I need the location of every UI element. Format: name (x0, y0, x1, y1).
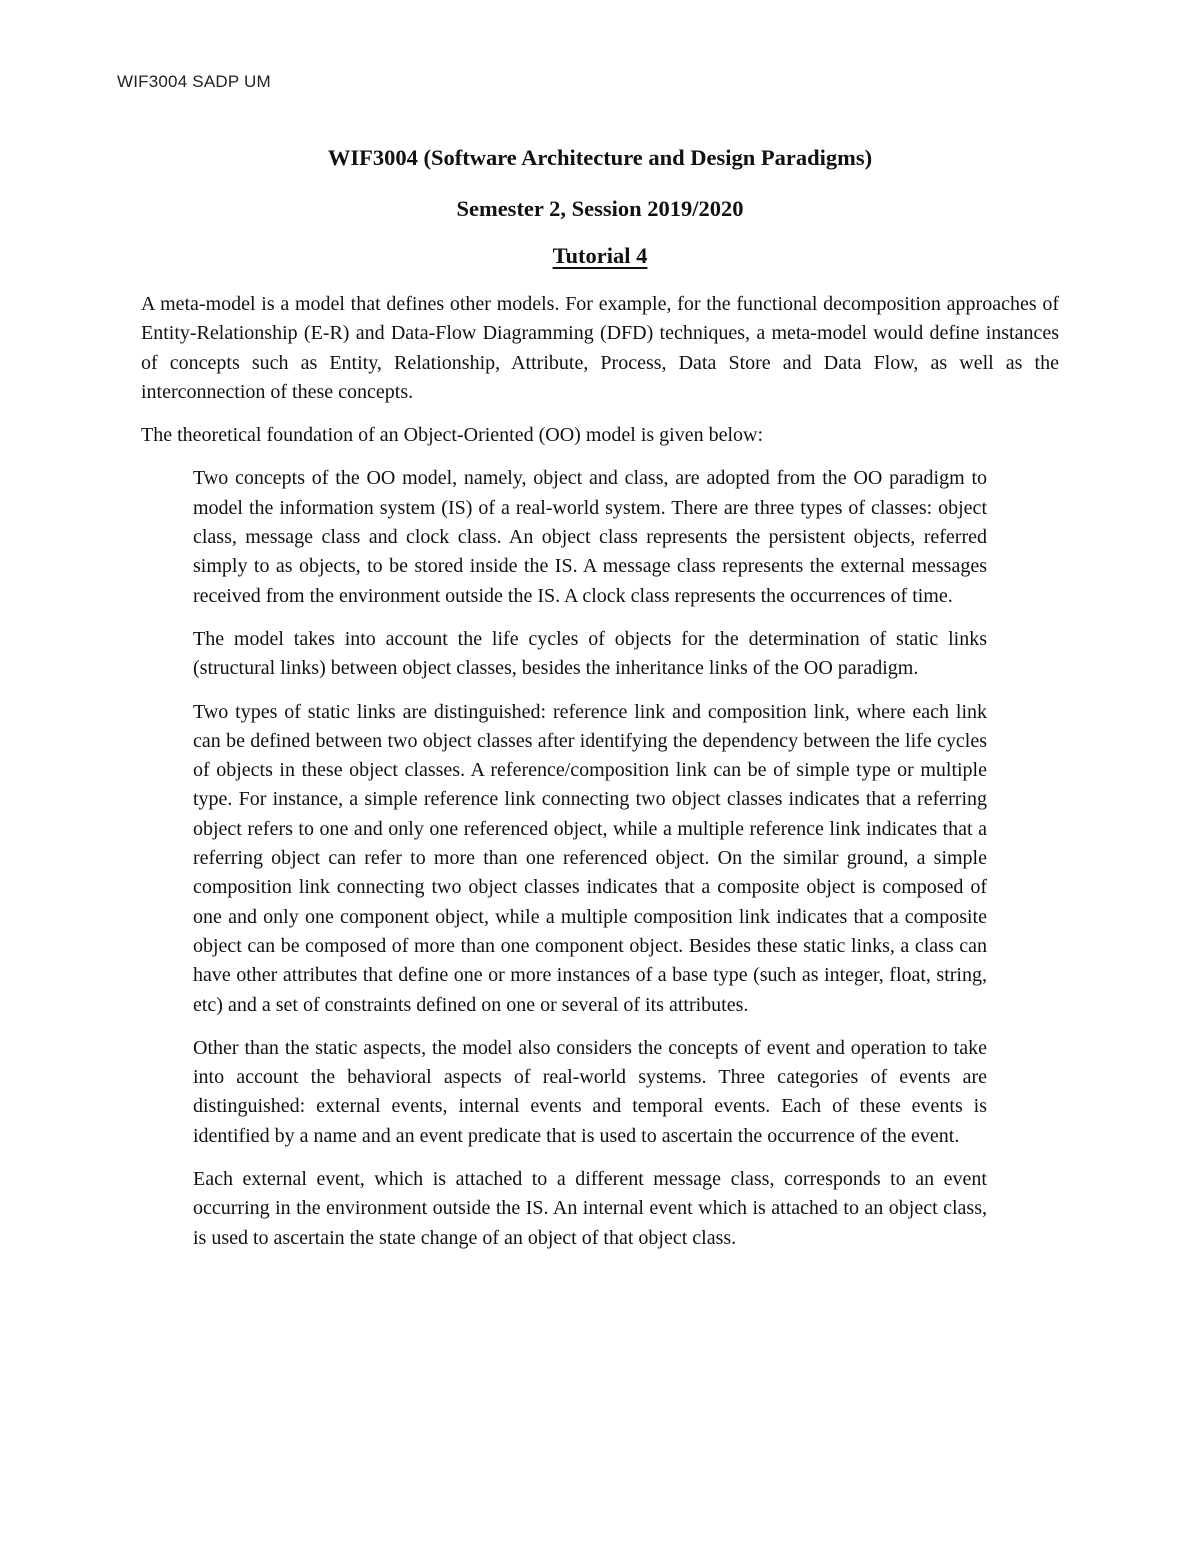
intro-paragraph-2: The theoretical foundation of an Object-Oriented (OO) model is given below: (141, 424, 764, 447)
intro-paragraph-1: A meta-model is a model that defines other models. For example, for the functional decomposition approaches of Entity-Relationship (E-R) and Data-Flow Diagramming (DFD) techniques, a meta-model would define instances of concepts such as Entity, Relationship, Attribute, Process, Data Store and Data Flow, as well as the interconnection of these concepts. (141, 293, 1059, 403)
running-header: WIF3004 SADP UM (117, 72, 271, 91)
quote-paragraph-2: The model takes into account the life cycles of objects for the determination of static links (structural links) between object classes, besides the inheritance links of the OO paradigm. (193, 627, 987, 680)
oo-model-quote (193, 464, 987, 1252)
quote-paragraph-4: Other than the static aspects, the model also considers the concepts of event and operation to take into account the behavioral aspects of real-world systems. Three categories of events are distinguished: external events, internal events and temporal events. Each of these events is identified by a name and an event predicate that is used to ascertain the occurrence of the event. (193, 1036, 987, 1147)
quote-paragraph-5: Each external event, which is attached to a different message class, corresponds to an event occurring in the environment outside the IS. An internal event which is attached to an object class, is used to ascertain the state change of an object of that object class. (193, 1168, 987, 1249)
document-body (141, 290, 1059, 1267)
quote-paragraph-3: Two types of static links are distinguished: reference link and composition link, where each link can be defined between two object classes after identifying the dependency between the life cycles of objects in these object classes. A reference/composition link can be of simple type or multiple type. For instance, a simple reference link connecting two object classes indicates that a referring object refers to one and only one referenced object, while a multiple reference link indicates that a referring object can refer to more than one referenced object. On the similar ground, a simple composition link connecting two object classes indicates that a composite object is composed of one and only one component object, while a multiple composition link indicates that a composite object can be composed of more than one component object. Besides these static links, a class can have other attributes that define one or more instances of a base type (such as integer, float, string, etc) and a set of constraints defined on one or several of its attributes. (193, 700, 987, 1016)
quote-paragraph-1: Two concepts of the OO model, namely, object and class, are adopted from the OO paradigm to model the information system (IS) of a real-world system. There are three types of classes: object class, message class and clock class. An object class represents the persistent objects, referred simply to as objects, to be stored inside the IS. A message class represents the external messages received from the environment outside the IS. A clock class represents the occurrences of time. (193, 467, 987, 607)
semester-title: Semester 2, Session 2019/2020 (456, 196, 744, 221)
course-title: WIF3004 (Software Architecture and Design Paradigms) (327, 145, 873, 170)
tutorial-title: Tutorial 4 (552, 243, 648, 268)
